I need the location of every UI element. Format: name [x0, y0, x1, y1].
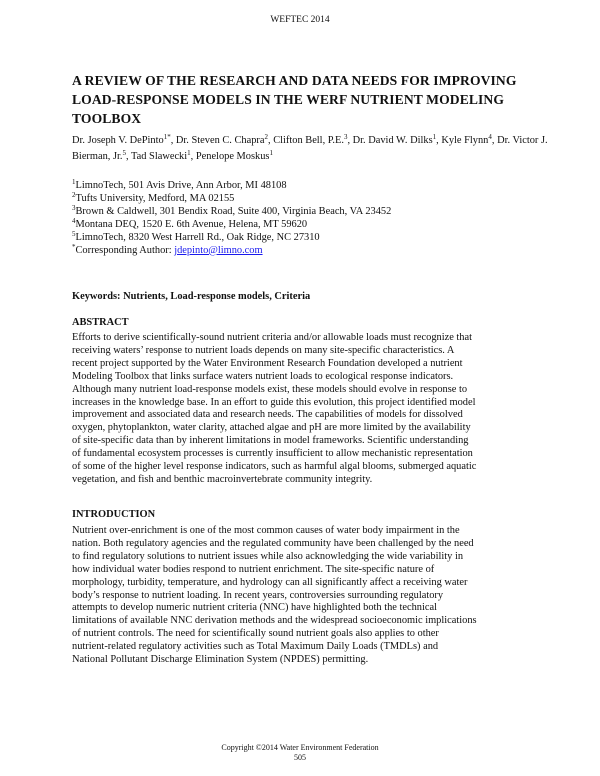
- affiliation-2: $^2$Tufts University, Medford, MA 02155: [72, 190, 235, 204]
- introduction-heading: INTRODUCTION: [72, 509, 156, 520]
- introduction-line: of nutrient controls. The need for scientifically sound nutrient goals also applies to other: [72, 628, 439, 640]
- affiliation-4: $^4$Montana DEQ, 1520 E. 6th Avenue, Helena, MT 59620: [72, 216, 308, 230]
- abstract-line: improvement and associated data and research needs. The capabilities of models for dissolved: [72, 409, 463, 421]
- introduction-line: morphology, turbidity, temperature, and hydrology can all significantly affect a receiving water: [72, 576, 468, 588]
- keywords: Keywords: Nutrients, Load-response models, Criteria: [72, 291, 311, 302]
- abstract-line: vegetation, and fish and benthic macroinvertebrate community integrity.: [72, 473, 373, 485]
- abstract-line: recent project supported by the Water Environment Research Foundation developed a nutrient: [72, 357, 463, 369]
- title-line: TOOLBOX: [72, 111, 142, 126]
- abstract-line: Modeling Toolbox that links surface waters nutrient loads to ecological response indicators.: [72, 370, 454, 382]
- author: Dr. Steven C. Chapra$^2$: [175, 133, 269, 146]
- page-number: 505: [294, 753, 306, 762]
- author: Dr. David W. Dilks$^1$: [352, 133, 437, 146]
- abstract-line: of some of the higher level response indicators, such as harmful algal blooms, submerged aquatic: [72, 461, 477, 473]
- abstract-line: of fundamental ecosystem processes is currently insufficient to allow mechanistic representation: [72, 448, 473, 460]
- author: Dr. Joseph V. DePinto$^{1*}$: [72, 133, 171, 146]
- author-list: Dr. Joseph V. DePinto$^{1*}$, Dr. Steven C. Chapra$^2$, Clifton Bell, P.E.$^3$, Dr. David W. Dilks$^1$, Kyle Flynn$^4$, Dr. Victor J. Bierman, Jr.$^5$, Tad Slawecki$^1$, Penelope Moskus$^1$: [72, 133, 548, 162]
- abstract-line: oxygen, phytoplankton, water clarity, attached algae and pH are more limited by the availability: [72, 422, 471, 434]
- author: Dr. Victor J. Bierman, Jr.$^5$: [72, 135, 548, 162]
- abstract-line: increases in the knowledge base. In an effort to guide this evolution, this project identified model: [72, 396, 476, 408]
- author: Clifton Bell, P.E.$^3$: [273, 133, 348, 146]
- introduction-line: National Pollutant Discharge Elimination System (NPDES) permitting.: [72, 654, 369, 666]
- introduction-line: body’s response to nutrient loading. In recent years, controversies surrounding regulatory: [72, 589, 444, 601]
- affiliation-list: [72, 180, 552, 257]
- email-link[interactable]: jdepinto@limno.com: [174, 244, 263, 256]
- abstract-line: Efforts to derive scientifically-sound nutrient criteria and/or allowable loads must recognize that: [72, 332, 473, 343]
- abstract-line: Although many nutrient load-response models exist, these models should evolve in response to: [72, 383, 468, 395]
- corresponding-author: *Corresponding Author: jdepinto@limno.com: [72, 242, 263, 256]
- affiliation-3: $^3$Brown & Caldwell, 301 Bendix Road, Suite 400, Virginia Beach, VA 23452: [72, 203, 392, 217]
- introduction-line: Nutrient over-enrichment is one of the most common causes of water body impairment in the: [72, 525, 460, 536]
- abstract-heading: ABSTRACT: [72, 317, 129, 328]
- introduction-line: to find regulatory solutions to nutrient issues while also acknowledging the wide variability in: [72, 550, 464, 562]
- paper-title: [72, 71, 542, 128]
- copyright-notice: Copyright ©2014 Water Environment Federation: [221, 743, 379, 752]
- title-line: LOAD-RESPONSE MODELS IN THE WERF NUTRIENT MODELING: [72, 92, 505, 107]
- running-header: WEFTEC 2014: [270, 15, 330, 25]
- introduction-line: how individual water bodies respond to nutrient enrichment. The site-specific nature of: [72, 563, 435, 575]
- author: Penelope Moskus$^1$: [195, 148, 273, 162]
- introduction-line: attempts to develop numeric nutrient criteria (NNC) have highlighted both the technical: [72, 602, 438, 614]
- affiliation-1: $^1$LimnoTech, 501 Avis Drive, Ann Arbor, MI 48108: [72, 178, 287, 191]
- affiliation-5: $^5$LimnoTech, 8320 West Harrell Rd., Oak Ridge, NC 27310: [72, 229, 320, 243]
- abstract-line: of site-specific data than by inherent limitations in model frameworks. Scientific understanding: [72, 435, 469, 447]
- introduction-line: nutrient-related regulatory activities such as Total Maximum Daily Loads (TMDLs) and: [72, 641, 439, 653]
- abstract-line: receiving waters’ response to nutrient loads depends on many site-specific characteristics. A: [72, 344, 455, 356]
- introduction-line: nation. Both regulatory agencies and the regulated community have been challenged by the need: [72, 537, 474, 549]
- introduction-text: [72, 525, 532, 667]
- introduction-line: limitations of available NNC derivation methods and the widespread socioeconomic implications: [72, 615, 477, 627]
- page-footer: [0, 743, 600, 763]
- author: Tad Slawecki$^1$: [131, 148, 191, 162]
- title-line: A REVIEW OF THE RESEARCH AND DATA NEEDS FOR IMPROVING: [72, 73, 517, 88]
- abstract-text: [72, 332, 532, 487]
- author: Kyle Flynn$^4$: [441, 133, 492, 146]
